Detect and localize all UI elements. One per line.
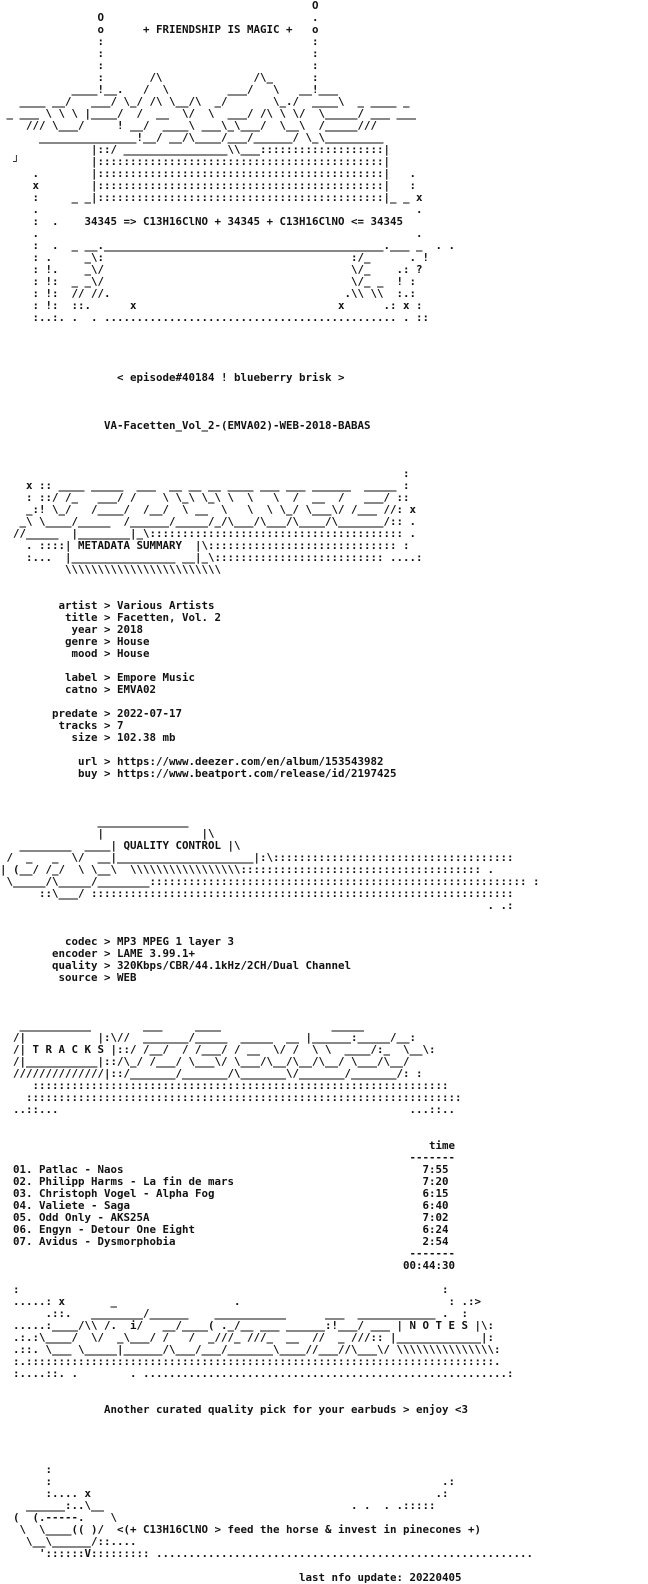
nfo-line: .::. \___ \_____|______/\___/___/_______\____//___//\___\/ \\\\\\\\\\\\\\\: bbox=[0, 1343, 501, 1356]
nfo-line bbox=[0, 780, 648, 792]
nfo-line: ________ ____| QUALITY CONTROL |\ bbox=[0, 839, 241, 852]
nfo-line: < episode#40184 ! blueberry brisk > bbox=[0, 371, 345, 384]
nfo-line: .:.:\____/ \/ _\___/ / / _///_ ///_ __ // _ ///:: |_____________|: bbox=[0, 1331, 495, 1344]
nfo-line bbox=[0, 1380, 648, 1392]
nfo-line: | |\ bbox=[0, 827, 215, 840]
nfo-line bbox=[0, 1428, 648, 1440]
nfo-line: |::/ ________________\\___:::::::::::::::::::| bbox=[0, 143, 391, 156]
nfo-line: ::\___/ ::::::::::::::::::::::::::::::::::::::::::::::::::::::::::::::::: bbox=[0, 887, 514, 900]
nfo-line: codec > MP3 MPEG 1 layer 3 bbox=[0, 935, 235, 948]
nfo-line: : . _ __.___________________________________________.___ _ . . bbox=[0, 239, 456, 252]
nfo-line bbox=[0, 432, 648, 444]
nfo-line: encoder > LAME 3.99.1+ bbox=[0, 947, 196, 960]
nfo-line: title > Facetten, Vol. 2 bbox=[0, 611, 222, 624]
nfo-line: genre > House bbox=[0, 635, 150, 648]
nfo-line: artist > Various Artists bbox=[0, 599, 215, 612]
nfo-line: : bbox=[0, 467, 410, 480]
nfo-line: : _ _|::::::::::::::::::::::::::::::::::::::::::::|_ _ x bbox=[0, 191, 423, 204]
nfo-line: .....:____/\\ /. i/ __/____( ._/__ ___ ______:!___/ ___ | N O T E S |\: bbox=[0, 1319, 495, 1332]
nfo-line: \_____/\_____/________:::::::::::::::::::::::::::::::::::::::::::::::::::::::::: : bbox=[0, 875, 540, 888]
nfo-line bbox=[0, 348, 648, 360]
nfo-line: :... |________________ __|_\:::::::::::::::::::::::::: ....: bbox=[0, 551, 423, 564]
nfo-line: quality > 320Kbps/CBR/44.1kHz/2CH/Dual Channel bbox=[0, 959, 352, 972]
nfo-line bbox=[0, 396, 648, 408]
nfo-line: : : bbox=[0, 59, 319, 72]
nfo-line: size > 102.38 mb bbox=[0, 731, 176, 744]
nfo-line bbox=[0, 1416, 648, 1428]
nfo-line bbox=[0, 792, 648, 804]
nfo-line: | (__/ /_/ \ \__\ \\\\\\\\\\\\\\\\\::::::::::::::::::::::::::::::::::::: . bbox=[0, 863, 495, 876]
nfo-line: O bbox=[0, 0, 319, 12]
nfo-line: ..::... ...::.. bbox=[0, 1103, 456, 1116]
nfo-line bbox=[0, 324, 648, 336]
nfo-line: ____ __/ ___/ \_/ /\ \__/\ _/ \_./ ____\ _ ____ _ bbox=[0, 95, 410, 108]
nfo-line: : !: ::. x x .: x : bbox=[0, 299, 423, 312]
nfo-line: VA-Facetten_Vol_2-(EMVA02)-WEB-2018-BABAS bbox=[0, 419, 371, 432]
nfo-line: '::::::V::::::::: .......................................................... bbox=[0, 1547, 534, 1560]
nfo-line: ::::::::::::::::::::::::::::::::::::::::::::::::::::::::::::::::::: bbox=[0, 1091, 462, 1104]
nfo-line: buy > https://www.beatport.com/release/id/2197425 bbox=[0, 767, 397, 780]
nfo-line bbox=[0, 912, 648, 924]
nfo-line: source > WEB bbox=[0, 971, 137, 984]
nfo-line: : bbox=[0, 1463, 53, 1476]
nfo-line: : .: bbox=[0, 1475, 456, 1488]
nfo-line: mood > House bbox=[0, 647, 150, 660]
nfo-line: 05. Odd Only - AKS25A 7:02 bbox=[0, 1211, 449, 1224]
nfo-line: . . bbox=[0, 203, 423, 216]
nfo-line: . ::::| METADATA SUMMARY |\::::::::::::::::::::::::::::: : bbox=[0, 539, 410, 552]
nfo-line: o + FRIENDSHIP IS MAGIC + o bbox=[0, 23, 319, 36]
nfo-line: / _ _ \/ __|_____________________|:\::::::::::::::::::::::::::::::::::::: bbox=[0, 851, 514, 864]
nfo-line: _\ \____/_____ /______/_____/_/\___/\___/\____/\_______/:: . bbox=[0, 515, 417, 528]
nfo-line: /| |:\// _______/_____ _____ __ |______:_____/__: bbox=[0, 1031, 417, 1044]
nfo-line: year > 2018 bbox=[0, 623, 144, 636]
nfo-line: 07. Avidus - Dysmorphobia 2:54 bbox=[0, 1235, 449, 1248]
nfo-line: tracks > 7 bbox=[0, 719, 124, 732]
nfo-line: :::::::::::::::::::::::::::::::::::::::::::::::::::::::::::::::: bbox=[0, 1079, 449, 1092]
nfo-line: \__\______/::.... bbox=[0, 1535, 137, 1548]
nfo-line: : !: // //. .\\ \\ :.: bbox=[0, 287, 417, 300]
nfo-line: : /\ /\_ : bbox=[0, 71, 319, 84]
nfo-line: . |::::::::::::::::::::::::::::::::::::::::::::| . bbox=[0, 167, 417, 180]
nfo-line: :.... x .: bbox=[0, 1487, 449, 1500]
nfo-line: : : bbox=[0, 47, 319, 60]
nfo-line: //_____ |________|_\::::::::::::::::::::::::::::::::::::::: . bbox=[0, 527, 417, 540]
nfo-line: . . bbox=[0, 227, 423, 240]
nfo-line: :....::. . . ........................................................: bbox=[0, 1367, 514, 1380]
nfo-line: \ \____(( )/ <(+ C13H16ClNO > feed the horse & invest in pinecones +) bbox=[0, 1523, 482, 1536]
nfo-line: : !. _\/ \/_ .: ? bbox=[0, 263, 423, 276]
nfo-line: : . 34345 => C13H16ClNO + 34345 + C13H16ClNO <= 34345 bbox=[0, 215, 404, 228]
nfo-line: Another curated quality pick for your earbuds > enjoy <3 bbox=[0, 1403, 469, 1416]
nfo-line bbox=[0, 996, 648, 1008]
nfo-line bbox=[0, 384, 648, 396]
nfo-line: url > https://www.deezer.com/en/album/153543982 bbox=[0, 755, 384, 768]
nfo-line bbox=[0, 444, 648, 456]
nfo-line: catno > EMVA02 bbox=[0, 683, 157, 696]
nfo-line: _ ___ \ \ \ |____/ / __ \/ \ ___/ /\ \ \/ \_____/ ___ ___ bbox=[0, 107, 417, 120]
nfo-line bbox=[0, 1452, 648, 1464]
nfo-line bbox=[0, 1116, 648, 1128]
nfo-line: 03. Christoph Vogel - Alpha Fog 6:15 bbox=[0, 1187, 449, 1200]
nfo-line: O . bbox=[0, 11, 319, 24]
nfo-line: ___________ ___ ____ _____ bbox=[0, 1019, 365, 1032]
nfo-line: \\\\\\\\\\\\\\\\\\\\\\\\ bbox=[0, 563, 222, 576]
nfo-line bbox=[0, 336, 648, 348]
nfo-line: ____!__. / \ ___/ \ __!___ bbox=[0, 83, 339, 96]
nfo-line: ------- bbox=[0, 1247, 456, 1260]
nfo-line: ┘ |::::::::::::::::::::::::::::::::::::::::::::| bbox=[0, 155, 391, 168]
nfo-line: //////////////|::/_______/_______/\_______\/_______/_______/: : bbox=[0, 1067, 423, 1080]
nfo-line: 06. Engyn - Detour One Eight 6:24 bbox=[0, 1223, 449, 1236]
nfo-line: : !: _ _\/ \/_ _ ! : bbox=[0, 275, 417, 288]
nfo-line: 04. Valiete - Saga 6:40 bbox=[0, 1199, 449, 1212]
nfo-line: predate > 2022-07-17 bbox=[0, 707, 183, 720]
nfo-line: 02. Philipp Harms - La fin de mars 7:20 bbox=[0, 1175, 449, 1188]
nfo-line bbox=[0, 984, 648, 996]
nfo-line: ______________ bbox=[0, 815, 189, 828]
nfo-line: time bbox=[0, 1139, 456, 1152]
nfo-line: _:! \_/ /____/ /__/ \ __ \ \ \ \_/ \___\/ /___ //: x bbox=[0, 503, 417, 516]
nfo-line: : ::/ /_ ___/ / \ \_\ \_\ \ \ \ / __ / ___/ :: bbox=[0, 491, 410, 504]
nfo-line: : : bbox=[0, 35, 319, 48]
nfo-line: . .: bbox=[0, 899, 514, 912]
nfo-line: 01. Patlac - Naos 7:55 bbox=[0, 1163, 449, 1176]
nfo-line: : . _\: :/_ . ! bbox=[0, 251, 430, 264]
nfo-line: ( (.-----. \ bbox=[0, 1511, 118, 1524]
nfo-line bbox=[0, 1440, 648, 1452]
nfo-line: ------- bbox=[0, 1151, 456, 1164]
nfo-line: .....: x _ . : .:> bbox=[0, 1295, 482, 1308]
nfo-line bbox=[0, 576, 648, 588]
nfo-line: :.::::::::::::::::::::::::::::::::::::::::::::::::::::::::::::::::::::::::. bbox=[0, 1355, 501, 1368]
nfo-line: last nfo update: 20220405 bbox=[0, 1571, 462, 1584]
nfo-line: /| T R A C K S |::/ /__/ / /___/ / __ \/ / \ \ ____/:_ \__\: bbox=[0, 1043, 436, 1056]
nfo-line: label > Empore Music bbox=[0, 671, 196, 684]
nfo-line: /// \___/ ! __/ ____\ ___\_\___/ \__\ /_____/// bbox=[0, 119, 378, 132]
nfo-line: x |::::::::::::::::::::::::::::::::::::::::::::| : bbox=[0, 179, 417, 192]
nfo-line: 00:44:30 bbox=[0, 1259, 456, 1272]
nfo-line: /|___________|::/\_/ /___/ \___\/ \___/\__/\__/\__/ \___/\__/ bbox=[0, 1055, 410, 1068]
nfo-line: : : bbox=[0, 1283, 449, 1296]
nfo-line: x :: ____ _____ ___ __ __ __ ____ ___ ___ ______ _____ : bbox=[0, 479, 410, 492]
nfo-line: _______________!__/ __/\____/___/______/ \_\_________ bbox=[0, 131, 384, 144]
nfo-line: ______:..\__ . . . .::::: bbox=[0, 1499, 436, 1512]
nfo-line: .::. ________/______ ___________ ___ ____________ . : bbox=[0, 1307, 469, 1320]
nfo-line: :..:. . . ............................................. . :: bbox=[0, 311, 430, 324]
